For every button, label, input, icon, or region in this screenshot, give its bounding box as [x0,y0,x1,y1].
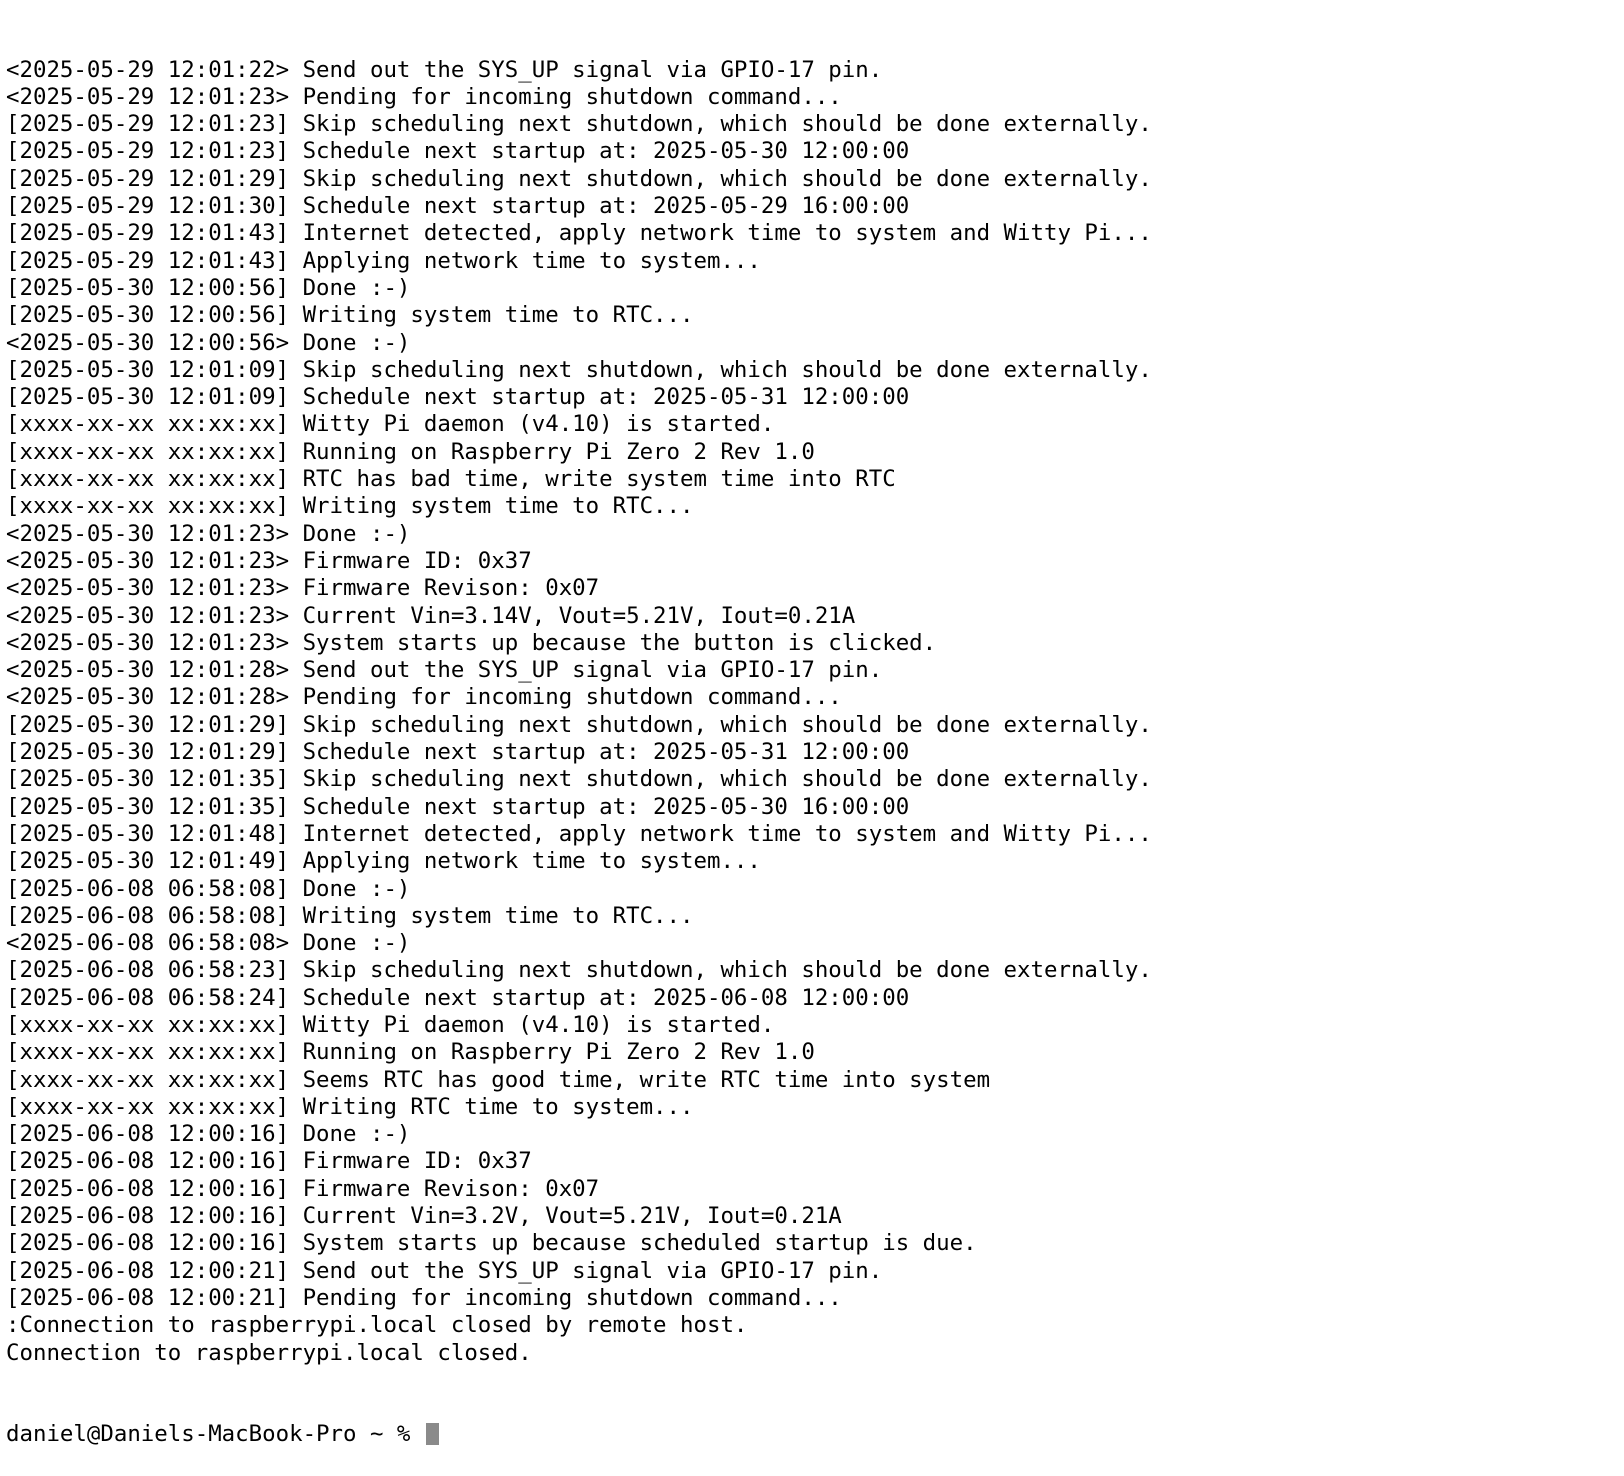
shell-prompt: daniel@Daniels-MacBook-Pro ~ % [6,1421,424,1448]
log-line: [xxxx-xx-xx xx:xx:xx] Witty Pi daemon (v4.10) is started. [6,411,775,438]
log-line: [2025-06-08 12:00:21] Pending for incoming shutdown command... [6,1284,842,1311]
log-line: [2025-05-30 12:01:09] Skip scheduling next shutdown, which should be done externally. [6,356,1152,383]
log-line: <2025-06-08 06:58:08> Done :-) [6,930,411,957]
log-line: [2025-05-30 12:01:48] Internet detected, apply network time to system and Witty Pi... [6,820,1152,847]
log-line: [2025-06-08 06:58:24] Schedule next startup at: 2025-06-08 12:00:00 [6,984,910,1011]
terminal-output[interactable] [6,2,1616,1448]
log-line: [2025-05-30 12:01:29] Skip scheduling next shutdown, which should be done externally. [6,711,1152,738]
log-line: [2025-05-29 12:01:29] Skip scheduling next shutdown, which should be done externally. [6,165,1152,192]
log-line: [2025-05-29 12:01:23] Skip scheduling next shutdown, which should be done externally. [6,111,1152,138]
log-line: [2025-05-29 12:01:43] Internet detected, apply network time to system and Witty Pi... [6,220,1152,247]
log-line: [2025-05-30 12:00:56] Writing system time to RTC... [6,302,694,329]
log-line: [2025-05-29 12:01:30] Schedule next startup at: 2025-05-29 16:00:00 [6,193,910,220]
log-line: [2025-06-08 12:00:16] System starts up because scheduled startup is due. [6,1230,977,1257]
log-line: Connection to raspberrypi.local closed. [6,1339,532,1366]
log-line: <2025-05-30 12:01:23> Done :-) [6,520,411,547]
log-line: [xxxx-xx-xx xx:xx:xx] Witty Pi daemon (v4.10) is started. [6,1011,775,1038]
log-line: [xxxx-xx-xx xx:xx:xx] Writing system time to RTC... [6,493,694,520]
log-line: [xxxx-xx-xx xx:xx:xx] Seems RTC has good time, write RTC time into system [6,1066,991,1093]
log-line: [2025-05-30 12:01:35] Skip scheduling next shutdown, which should be done externally. [6,766,1152,793]
log-line: :Connection to raspberrypi.local closed by remote host. [6,1312,748,1339]
log-lines [6,57,1616,1367]
log-line: <2025-05-30 12:01:23> System starts up because the button is clicked. [6,629,937,656]
log-line: <2025-05-30 12:01:28> Send out the SYS_UP signal via GPIO-17 pin. [6,657,883,684]
log-line: [2025-06-08 12:00:16] Firmware ID: 0x37 [6,1148,532,1175]
log-line: [2025-06-08 06:58:23] Skip scheduling next shutdown, which should be done externally. [6,957,1152,984]
log-line: <2025-05-30 12:01:23> Firmware Revison: 0x07 [6,575,600,602]
log-line: [xxxx-xx-xx xx:xx:xx] RTC has bad time, write system time into RTC [6,466,896,493]
log-line: [2025-06-08 12:00:16] Firmware Revison: 0x07 [6,1175,600,1202]
log-line: [xxxx-xx-xx xx:xx:xx] Writing RTC time to system... [6,1093,694,1120]
log-line: <2025-05-30 12:00:56> Done :-) [6,329,411,356]
log-line: <2025-05-30 12:01:28> Pending for incoming shutdown command... [6,684,842,711]
log-line: [2025-06-08 06:58:08] Done :-) [6,875,411,902]
log-line: [2025-06-08 12:00:16] Current Vin=3.2V, Vout=5.21V, Iout=0.21A [6,1203,842,1230]
log-line: <2025-05-29 12:01:22> Send out the SYS_UP signal via GPIO-17 pin. [6,56,883,83]
log-line: [2025-06-08 06:58:08] Writing system time to RTC... [6,902,694,929]
log-line: [2025-05-30 12:00:56] Done :-) [6,274,411,301]
prompt-line[interactable] [6,1421,1616,1448]
log-line: [2025-05-30 12:01:35] Schedule next startup at: 2025-05-30 16:00:00 [6,793,910,820]
cursor-block [426,1423,439,1445]
log-line: <2025-05-29 12:01:23> Pending for incoming shutdown command... [6,83,842,110]
log-line: [2025-06-08 12:00:21] Send out the SYS_UP signal via GPIO-17 pin. [6,1257,883,1284]
log-line: [2025-06-08 12:00:16] Done :-) [6,1121,411,1148]
log-line: [2025-05-30 12:01:29] Schedule next startup at: 2025-05-31 12:00:00 [6,739,910,766]
log-line: [xxxx-xx-xx xx:xx:xx] Running on Raspberry Pi Zero 2 Rev 1.0 [6,438,815,465]
log-line: [xxxx-xx-xx xx:xx:xx] Running on Raspberry Pi Zero 2 Rev 1.0 [6,1039,815,1066]
log-line: [2025-05-30 12:01:09] Schedule next startup at: 2025-05-31 12:00:00 [6,384,910,411]
log-line: [2025-05-29 12:01:43] Applying network time to system... [6,247,761,274]
log-line: [2025-05-30 12:01:49] Applying network time to system... [6,848,761,875]
log-line: <2025-05-30 12:01:23> Firmware ID: 0x37 [6,547,532,574]
log-line: [2025-05-29 12:01:23] Schedule next startup at: 2025-05-30 12:00:00 [6,138,910,165]
log-line: <2025-05-30 12:01:23> Current Vin=3.14V, Vout=5.21V, Iout=0.21A [6,602,856,629]
